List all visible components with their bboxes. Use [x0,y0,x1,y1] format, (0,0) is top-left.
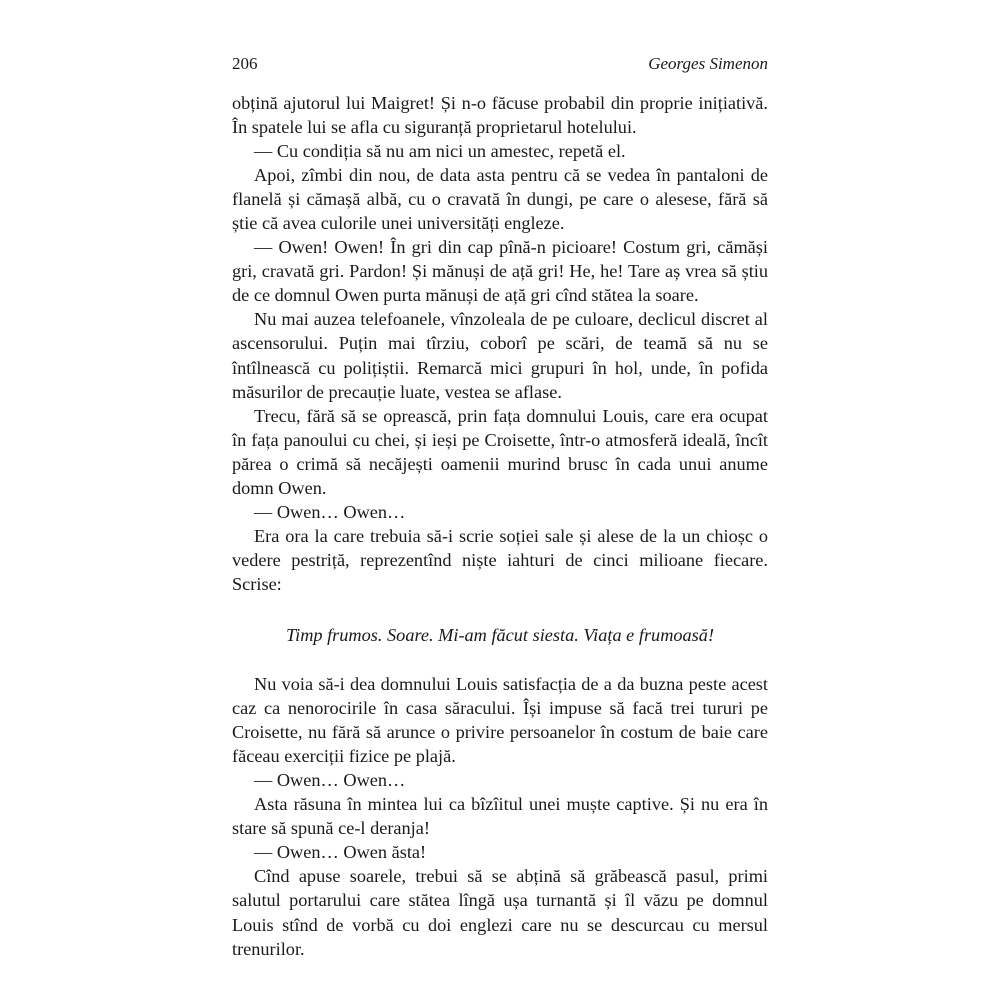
dialogue-line: — Owen… Owen… [254,770,406,791]
postcard-message: Timp frumos. Soare. Mi-am făcut siesta. Viața e frumoasă! [285,624,715,645]
paragraph: obțină ajutorul lui Maigret! Și n-o făcuse probabil din proprie inițiativă. În spatele lui se afla cu siguranță proprietarul hotelului. [232,93,768,138]
paragraph: Trecu, fără să se oprească, prin fața domnului Louis, care era ocupat în fața panoului cu chei, și ieși pe Croisette, într-o atmosferă ideală, încît părea o crimă să necăjești oamenii murind brusc în cada unui anume domn Owen. [232,405,768,498]
dialogue-line: — Owen! Owen! În gri din cap pînă-n picioare! Costum gri, cămăși gri, cravată gri. Pardon! Și mănuși de ață gri! He, he! Tare aș vrea să știu de ce domnul Owen purta mănuși de ață gri cînd stătea la soare. [232,237,768,306]
paragraph: Apoi, zîmbi din nou, de data asta pentru că se vedea în pantaloni de flanelă și cămașă albă, cu o cravată în dungi, pe care o alesese, fără să știe că avea culorile unei universități engleze. [232,165,768,234]
paragraph: Era ora la care trebuia să-i scrie soției sale și alese de la un chioșc o vedere pestriță, reprezentînd niște iahturi de cinci milioane fiecare. Scrise: [232,525,768,594]
dialogue-line: — Owen… Owen ăsta! [254,842,427,863]
dialogue-line: — Cu condiția să nu am nici un amestec, repetă el. [254,141,626,162]
running-head [232,54,768,78]
running-head-author: Georges Simenon [648,54,768,73]
body-text [232,91,768,961]
paragraph: Nu mai auzea telefoanele, vînzoleala de pe culoare, declicul discret al ascensorului. Puțin mai tîrziu, coborî pe scări, de teamă să nu se întîlnească cu polițiștii. Remarcă mici grupuri în hol, unde, în pofida măsurilor de precauție luate, vestea se aflase. [232,309,768,402]
dialogue-line: — Owen… Owen… [254,501,406,522]
paragraph: Nu voia să-i dea domnului Louis satisfacția de a da buzna peste acest caz ca nenorocirile în casa săracului. Își impuse să facă trei tururi pe Croisette, nu fără să arunce o privire persoanelor în costum de baie care făceau exerciții fizice pe plajă. [232,674,768,767]
book-page [232,0,768,1000]
paragraph: Asta răsuna în mintea lui ca bîzîitul unei muște captive. Și nu era în stare să spună ce-l deranja! [232,794,768,839]
page-number: 206 [232,54,258,73]
paragraph: Cînd apuse soarele, trebui să se abțină să grăbească pasul, primi salutul portarului care stătea lîngă ușa turnantă și îl văzu pe domnul Louis stînd de vorbă cu doi englezi care nu se descurcau cu mersul trenurilor. [232,866,768,959]
